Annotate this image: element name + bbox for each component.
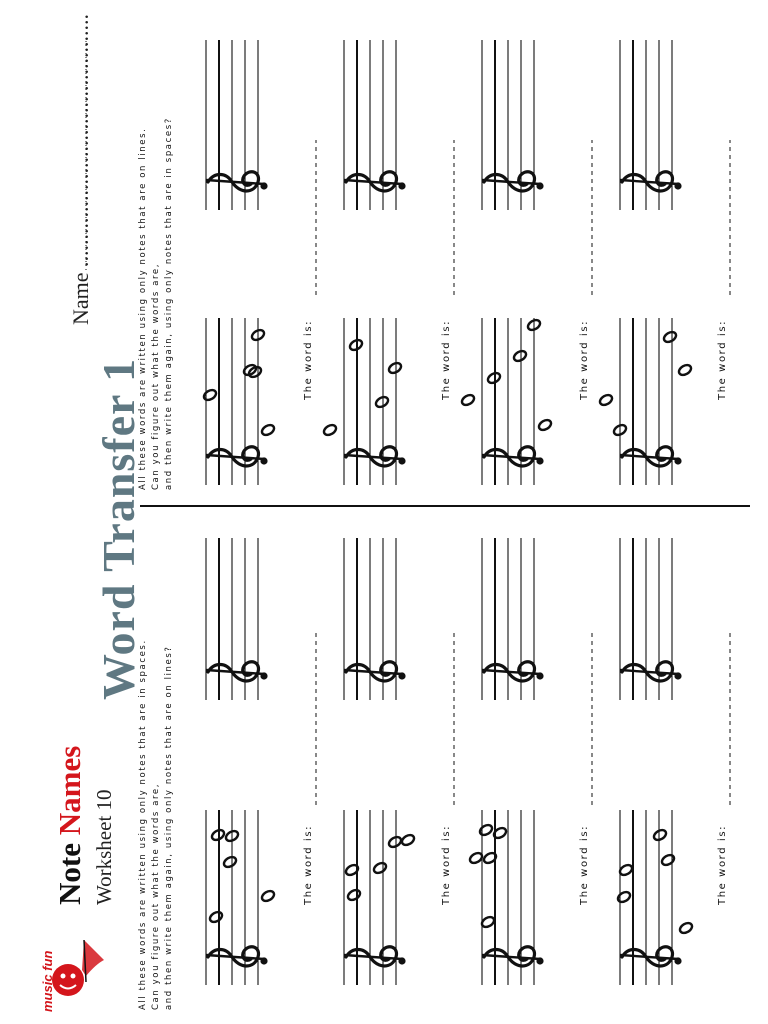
- whole-note-icon: [618, 863, 634, 877]
- whole-note-icon: [222, 855, 238, 869]
- whole-note-icon: [616, 890, 632, 904]
- music-staff: [206, 538, 268, 700]
- music-staff: [322, 318, 405, 485]
- instruction-line-1: All these words are written using only notes that are on lines.: [138, 127, 148, 490]
- whole-note-icon: [208, 910, 224, 924]
- music-staff: [482, 538, 544, 700]
- whole-note-icon: [652, 828, 668, 842]
- whole-note-icon: [660, 853, 676, 867]
- music-staff: [598, 318, 693, 485]
- answer-prompt: The word is:: [579, 824, 590, 905]
- instruction-line-3: and then write them again, using only notes that are in spaces?: [164, 117, 174, 490]
- whole-note-icon: [322, 423, 338, 437]
- answer-prompt: The word is:: [441, 319, 452, 400]
- whole-note-icon: [387, 835, 403, 849]
- music-staff: [202, 318, 276, 485]
- instruction-line-1: All these words are written using only notes that are in spaces.: [138, 639, 148, 1010]
- whole-note-icon: [598, 393, 614, 407]
- whole-note-icon: [478, 823, 494, 837]
- music-staff: [460, 318, 553, 485]
- music-staff: [482, 40, 544, 210]
- instruction-line-3: and then write them again, using only notes that are on lines?: [164, 645, 174, 1010]
- instruction-line-2: Can you figure out what the words are,: [151, 262, 161, 490]
- answer-prompt: The word is:: [579, 319, 590, 400]
- whole-note-icon: [480, 915, 496, 929]
- music-staff: [468, 810, 543, 985]
- music-staff: [620, 40, 682, 210]
- page-title: Word Transfer 1: [93, 357, 144, 700]
- brand-title: Note Names: [52, 745, 87, 905]
- answer-prompt: The word is:: [303, 824, 314, 905]
- instruction-line-2: Can you figure out what the words are,: [151, 782, 161, 1010]
- whole-note-icon: [460, 393, 476, 407]
- answer-prompt: The word is:: [441, 824, 452, 905]
- whole-note-icon: [372, 861, 388, 875]
- whole-note-icon: [468, 851, 484, 865]
- whole-note-icon: [202, 388, 218, 402]
- worksheet-label: Worksheet 10: [92, 789, 116, 905]
- music-staff: [344, 40, 406, 210]
- music-staff: [206, 810, 276, 985]
- whole-note-icon: [260, 423, 276, 437]
- whole-note-icon: [387, 361, 403, 375]
- whole-note-icon: [400, 833, 416, 847]
- whole-note-icon: [677, 363, 693, 377]
- whole-note-icon: [662, 330, 678, 344]
- whole-note-icon: [512, 349, 528, 363]
- logo-text: music fun: [40, 950, 55, 1012]
- whole-note-icon: [678, 921, 694, 935]
- answer-prompt: The word is:: [717, 319, 728, 400]
- whole-note-icon: [260, 889, 276, 903]
- answer-prompt: The word is:: [303, 319, 314, 400]
- whole-note-icon: [374, 395, 390, 409]
- music-staff: [344, 810, 416, 985]
- whole-note-icon: [346, 888, 362, 902]
- music-staff: [620, 538, 682, 700]
- answer-prompt: The word is:: [717, 824, 728, 905]
- whole-note-icon: [537, 418, 553, 432]
- music-staff: [344, 538, 406, 700]
- music-staff: [616, 810, 694, 985]
- name-field-label[interactable]: Name ..............................................: [68, 13, 93, 325]
- music-staff: [206, 40, 268, 210]
